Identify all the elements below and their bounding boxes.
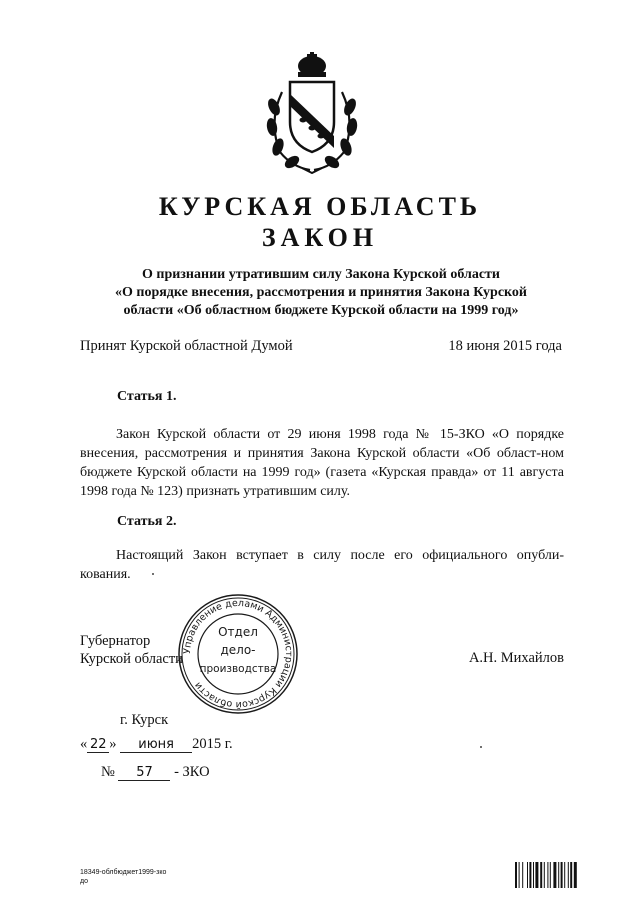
date-open-quote: « xyxy=(80,736,88,752)
adoption-date: 18 июня 2015 года xyxy=(448,338,562,354)
barcode-bar xyxy=(568,862,569,888)
article-1-text: Закон Курской области от 29 июня 1998 года № 15-ЗКО «О порядке внесения, рассмотрения и принятия Закона Курской области «Об област-ном бюджете Курской области на 1999 год» (газета «Курская правда» от 11 августа 1998 года № 123) признать утратившим силу. xyxy=(80,427,564,499)
number-suffix: - ЗКО xyxy=(174,764,210,780)
file-reference xyxy=(80,868,166,886)
stamp-center-line: дело- xyxy=(220,643,256,657)
date-close-quote: » xyxy=(109,736,117,752)
barcode-bar xyxy=(515,862,517,888)
barcode-bar xyxy=(529,862,531,888)
law-title xyxy=(80,266,562,320)
law-number-line xyxy=(101,764,210,781)
barcode-bar xyxy=(558,862,559,888)
signatory-name: А.Н. Михайлов xyxy=(468,650,564,666)
barcode-bar xyxy=(553,862,556,888)
article-2-text: Настоящий Закон вступает в силу после его официального опубли-кования. xyxy=(80,548,564,582)
place-of-signing: г. Курск xyxy=(120,712,169,728)
signing-date-line xyxy=(80,736,233,753)
signatory-position xyxy=(80,632,183,668)
stamp-center-line: производства xyxy=(199,663,277,675)
law-title-line: области «Об областном бюджете Курской области на 1999 год» xyxy=(123,303,519,318)
article-1-heading: Статья 1. xyxy=(117,389,177,404)
ink-speck xyxy=(480,746,482,748)
signatory-position-line: Курской области xyxy=(80,651,183,667)
article-2-heading: Статья 2. xyxy=(117,514,177,529)
barcode-bar xyxy=(564,862,565,888)
date-year: 2015 г. xyxy=(192,736,233,752)
barcode-bar xyxy=(522,862,523,888)
file-reference-line: 18349-облбюджет1999-зко xyxy=(80,869,167,876)
date-month: июня xyxy=(120,737,192,753)
law-number: 57 xyxy=(118,765,170,781)
law-title-line: О признании утратившим силу Закона Курской области xyxy=(142,267,500,282)
barcode-bar xyxy=(540,862,542,888)
stamp-center-line: Отдел xyxy=(218,625,258,639)
barcode-bar xyxy=(535,862,538,888)
barcode-bar xyxy=(550,862,551,888)
barcode-bar xyxy=(519,862,520,888)
date-day: 22 xyxy=(87,737,109,753)
barcode-bar xyxy=(544,862,545,888)
barcode-bar xyxy=(561,862,563,888)
number-sign: № xyxy=(101,764,115,780)
stamp-ring-text: Управление делами Администрации Курской области xyxy=(181,597,295,711)
barcode-bar xyxy=(533,862,534,888)
barcode-bar xyxy=(570,862,572,888)
ink-speck xyxy=(152,573,154,575)
barcode-bar xyxy=(547,862,548,888)
region-heading: КУРСКАЯ ОБЛАСТЬ xyxy=(158,192,482,221)
barcode-bar xyxy=(527,862,528,888)
file-reference-line: до xyxy=(80,878,88,885)
coat-of-arms-emblem xyxy=(262,52,362,174)
barcode xyxy=(515,862,605,888)
adopted-by: Принят Курской областной Думой xyxy=(80,338,293,354)
document-type-heading: ЗАКОН xyxy=(261,223,379,252)
signatory-position-line: Губернатор xyxy=(80,633,151,649)
law-title-line: «О порядке внесения, рассмотрения и принятия Закона Курской xyxy=(114,285,527,300)
barcode-bar xyxy=(574,862,577,888)
office-stamp xyxy=(176,592,300,716)
